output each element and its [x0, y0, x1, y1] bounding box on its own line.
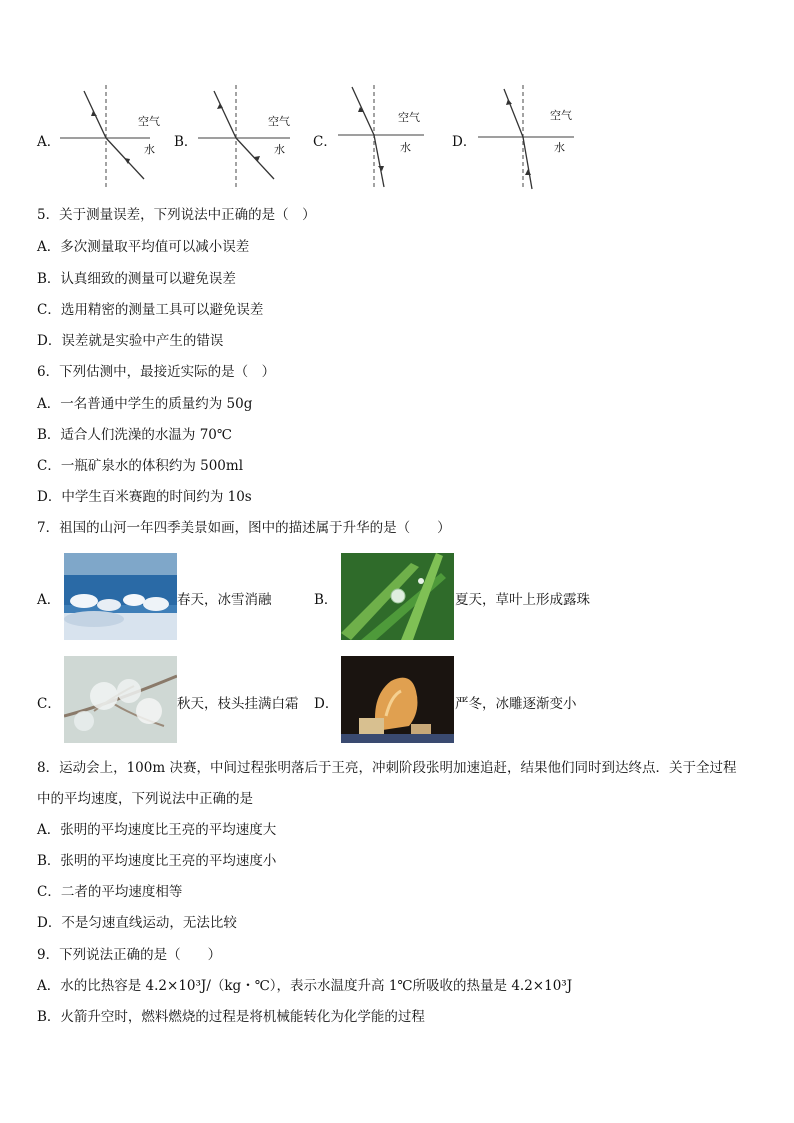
water-label: 水	[274, 143, 285, 156]
q4-option-b-label: B．	[174, 134, 198, 150]
q9-option-a: A．水的比热容是 4.2×10³J/（kg・℃），表示水温度升高 1℃所吸收的热量是 4.2×10³J	[37, 978, 573, 994]
q9-stem: 9．下列说法正确的是（ ）	[37, 947, 222, 963]
q4-option-a-label: A．	[37, 134, 61, 150]
q6-option-d: D．中学生百米赛跑的时间约为 10s	[37, 489, 252, 505]
q8-option-c: C．二者的平均速度相等	[37, 884, 183, 900]
q5-stem: 5．关于测量误差，下列说法中正确的是（ ）	[37, 207, 316, 223]
air-label: 空气	[268, 115, 290, 128]
water-label: 水	[400, 141, 411, 154]
q5-option-d: D．误差就是实验中产生的错误	[37, 333, 224, 349]
q5-option-b: B．认真细致的测量可以避免误差	[37, 271, 236, 287]
q7-option-b-photo	[341, 553, 454, 640]
q7-option-a-caption: 春天，冰雪消融	[177, 592, 272, 608]
q7-option-c-caption: 秋天，枝头挂满白霜	[177, 696, 299, 712]
q8-option-d: D．不是匀速直线运动，无法比较	[37, 915, 237, 931]
q7-option-b-label: B．	[314, 592, 338, 608]
q9-option-b: B．火箭升空时，燃料燃烧的过程是将机械能转化为化学能的过程	[37, 1009, 425, 1025]
q7-option-b-caption: 夏天，草叶上形成露珠	[455, 592, 590, 608]
q6-option-b: B．适合人们洗澡的水温为 70℃	[37, 427, 232, 443]
q4-option-d-diagram	[478, 85, 588, 190]
q8-stem-line1: 8．运动会上，100m 决赛，中间过程张明落后于王亮，冲刺阶段张明加速追赶，结果他们同时到达终点．关于全过程	[37, 760, 737, 776]
q7-option-a-label: A．	[37, 592, 61, 608]
q8-option-b: B．张明的平均速度比王亮的平均速度小	[37, 853, 277, 869]
q6-stem: 6．下列估测中，最接近实际的是（ ）	[37, 364, 276, 380]
q8-stem-line2: 中的平均速度，下列说法中正确的是	[37, 791, 253, 807]
q7-option-d-label: D．	[314, 696, 339, 712]
q4-option-c-diagram	[338, 85, 448, 190]
q7-option-d-caption: 严冬，冰雕逐渐变小	[455, 696, 577, 712]
air-label: 空气	[398, 111, 420, 124]
q7-option-d-photo	[341, 656, 454, 743]
q5-option-a: A．多次测量取平均值可以减小误差	[37, 239, 250, 255]
q4-option-b-diagram	[198, 85, 308, 190]
air-label: 空气	[138, 115, 160, 128]
q8-option-a: A．张明的平均速度比王亮的平均速度大	[37, 822, 277, 838]
q7-option-a-photo	[64, 553, 177, 640]
air-label: 空气	[550, 109, 572, 122]
q7-option-c-label: C．	[37, 696, 61, 712]
q7-option-c-photo	[64, 656, 177, 743]
q6-option-c: C．一瓶矿泉水的体积约为 500ml	[37, 458, 244, 474]
q7-stem: 7．祖国的山河一年四季美景如画，图中的描述属于升华的是（ ）	[37, 520, 451, 536]
q4-option-d-label: D．	[452, 134, 477, 150]
q4-option-c-label: C．	[313, 134, 337, 150]
q5-option-c: C．选用精密的测量工具可以避免误差	[37, 302, 264, 318]
water-label: 水	[144, 143, 155, 156]
water-label: 水	[554, 141, 565, 154]
q6-option-a: A．一名普通中学生的质量约为 50g	[37, 396, 253, 412]
q4-option-a-diagram	[60, 85, 170, 190]
